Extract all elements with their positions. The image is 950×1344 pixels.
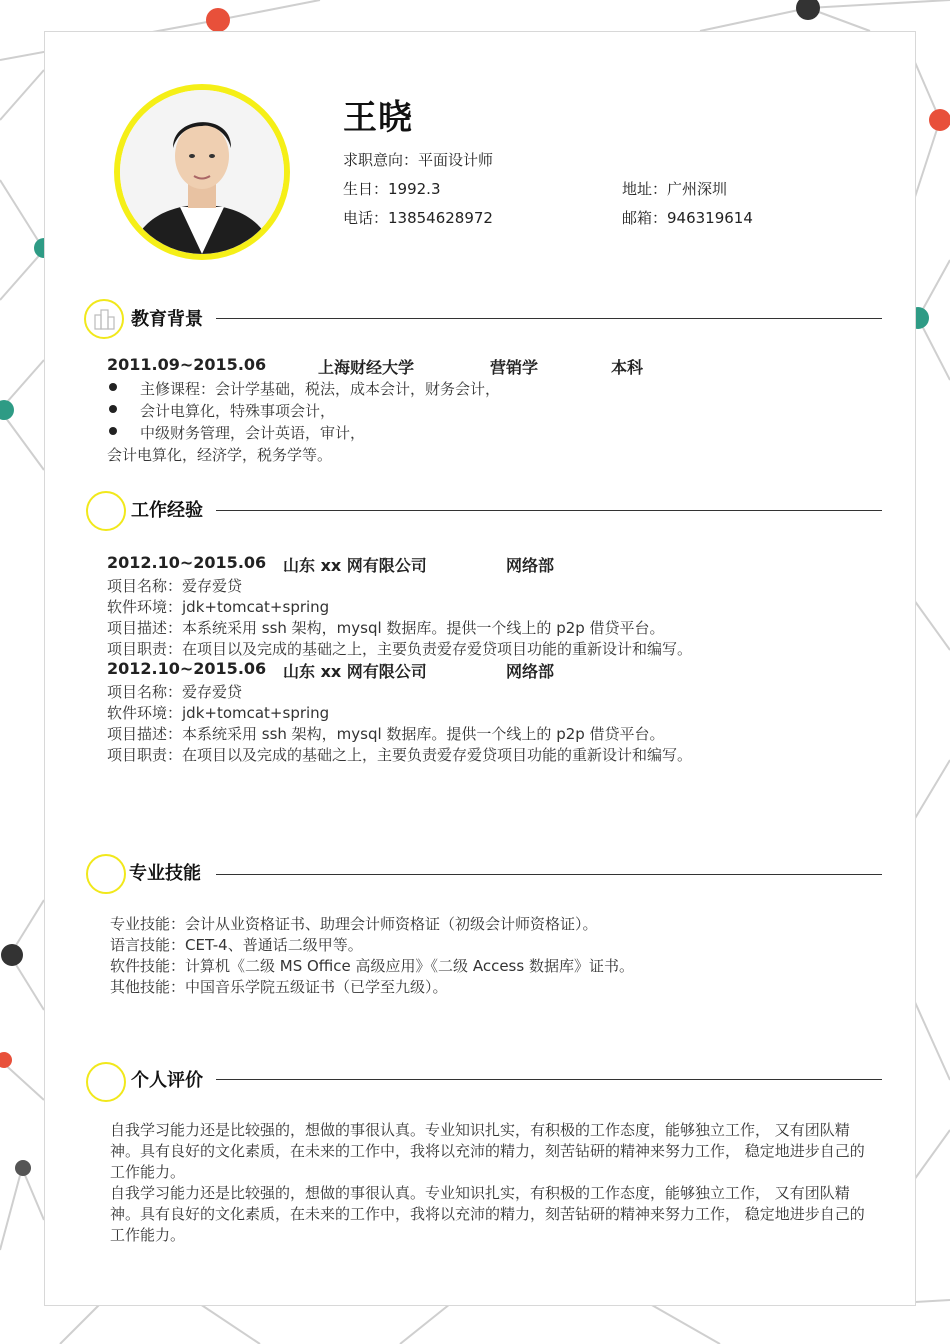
- evaluation-section-icon: [86, 1062, 126, 1102]
- edu-bullet: 中级财务管理，会计英语，审计，: [140, 424, 366, 442]
- section-divider: [216, 318, 882, 319]
- job-line: 软件环境：jdk+tomcat+spring: [107, 598, 330, 616]
- candidate-name: 王晓: [343, 98, 413, 138]
- job-period: 2012.10~2015.06: [107, 553, 267, 572]
- job-period: 2012.10~2015.06: [107, 659, 267, 678]
- skill-line: 其他技能：中国音乐学院五级证书（已学至九级）。: [110, 978, 448, 996]
- bullet-dot: [109, 427, 117, 435]
- edu-major: 营销学: [490, 358, 539, 377]
- job-line: 项目描述：本系统采用 ssh 架构，mysql 数据库。提供一个线上的 p2p 借贷平台。: [107, 619, 665, 637]
- edu-bullet: 主修课程：会计学基础，税法，成本会计，财务会计，: [140, 380, 501, 398]
- job-line: 项目描述：本系统采用 ssh 架构，mysql 数据库。提供一个线上的 p2p 借贷平台。: [107, 725, 665, 743]
- address: 地址：广州深圳: [622, 180, 728, 198]
- evaluation-title: 个人评价: [131, 1070, 203, 1091]
- work-title: 工作经验: [131, 500, 203, 521]
- edu-extra: 会计电算化，经济学，税务学等。: [107, 446, 333, 464]
- job-line: 项目职责：在项目以及完成的基础之上，主要负责爱存爱贷项目功能的重新设计和编写。: [107, 640, 693, 658]
- bullet-dot: [109, 405, 117, 413]
- phone: 电话：13854628972: [343, 209, 493, 227]
- skills-title: 专业技能: [129, 863, 201, 884]
- section-divider: [216, 874, 882, 875]
- education-title: 教育背景: [131, 309, 203, 330]
- edu-degree: 本科: [611, 358, 644, 377]
- skills-section-icon: [86, 854, 126, 894]
- building-icon: [86, 301, 122, 337]
- job-line: 项目职责：在项目以及完成的基础之上，主要负责爱存爱贷项目功能的重新设计和编写。: [107, 746, 693, 764]
- person-photo-icon: [120, 90, 284, 254]
- job-dept: 网络部: [506, 662, 555, 681]
- skill-line: 软件技能：计算机《二级 MS Office 高级应用》《二级 Access 数据库》证书。: [110, 957, 634, 975]
- edu-bullet: 会计电算化，特殊事项会计，: [140, 402, 336, 420]
- skill-line: 专业技能：会计从业资格证书、助理会计师资格证（初级会计师资格证）。: [110, 915, 598, 933]
- evaluation-paragraph: 自我学习能力还是比较强的，想做的事很认真。专业知识扎实，有积极的工作态度，能够独立工作， 又有团队精神。具有良好的文化素质，在未来的工作中，我将以充沛的精力，刻苦钻研的精神来努力工作， 稳定地进步自己的工作能力。: [110, 1184, 865, 1244]
- job-line: 项目名称：爱存爱贷: [107, 683, 243, 701]
- email: 邮箱：946319614: [622, 209, 753, 227]
- job-company: 山东 xx 网有限公司: [283, 662, 427, 681]
- job-line: 软件环境：jdk+tomcat+spring: [107, 704, 330, 722]
- avatar: [114, 84, 290, 260]
- edu-school: 上海财经大学: [318, 358, 415, 377]
- job-line: 项目名称：爱存爱贷: [107, 577, 243, 595]
- birth-date: 生日：1992.3: [343, 180, 441, 198]
- section-divider: [216, 1079, 882, 1080]
- evaluation-paragraph: 自我学习能力还是比较强的，想做的事很认真。专业知识扎实，有积极的工作态度，能够独立工作， 又有团队精神。具有良好的文化素质，在未来的工作中，我将以充沛的精力，刻苦钻研的精神来努力工作， 稳定地进步自己的工作能力。: [110, 1121, 865, 1181]
- education-section-icon: [84, 299, 124, 339]
- skill-line: 语言技能：CET-4、普通话二级甲等。: [110, 936, 363, 954]
- edu-period: 2011.09~2015.06: [107, 355, 267, 374]
- section-divider: [216, 510, 882, 511]
- work-section-icon: [86, 491, 126, 531]
- job-dept: 网络部: [506, 556, 555, 575]
- bullet-dot: [109, 383, 117, 391]
- job-company: 山东 xx 网有限公司: [283, 556, 427, 575]
- job-intent: 求职意向：平面设计师: [343, 151, 494, 169]
